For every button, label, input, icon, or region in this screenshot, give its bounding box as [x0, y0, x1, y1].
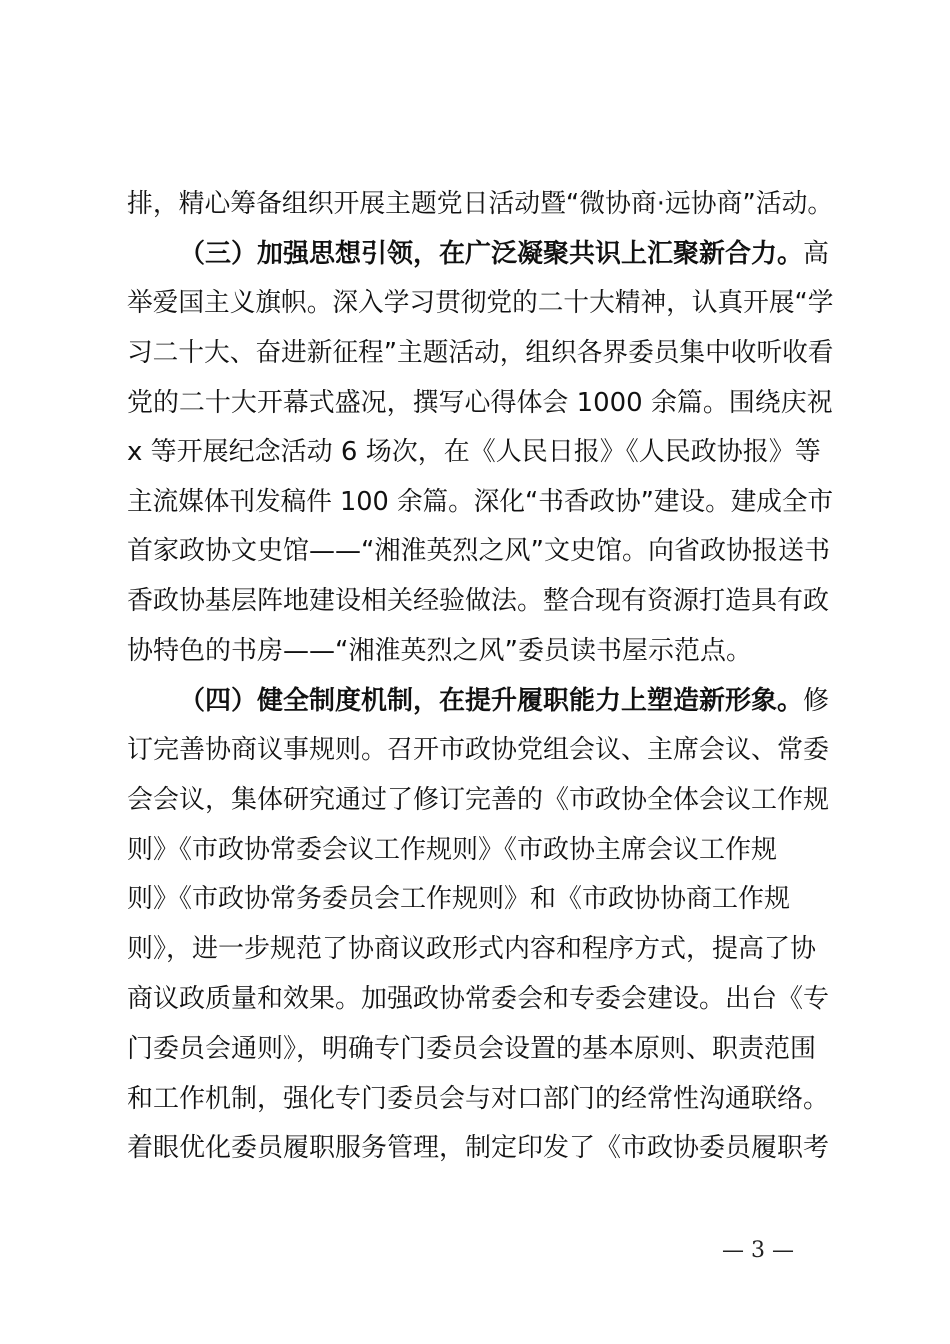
text-line: 门委员会通则》，明确专门委员会设置的基本原则、职责范围 [127, 1034, 817, 1064]
page-number: — 3 — [722, 1238, 794, 1263]
section-heading-4-title: （四）健全制度机制，在提升履职能力上塑造新形象。 [179, 686, 804, 716]
text-line: 主流媒体刊发稿件 100 余篇。深化“书香政协”建设。建成全市 [127, 487, 834, 517]
text-line: 首家政协文史馆——“湘淮英烈之风”文史馆。向省政协报送书 [127, 536, 830, 566]
text-line: 会会议，集体研究通过了修订完善的《市政协全体会议工作规 [127, 785, 830, 815]
text-line: 着眼优化委员履职服务管理，制定印发了《市政协委员履职考 [127, 1133, 830, 1163]
text-line: 商议政质量和效果。加强政协常委会和专委会建设。出台《专 [127, 984, 830, 1014]
text-line: 和工作机制，强化专门委员会与对口部门的经常性沟通联络。 [127, 1084, 830, 1114]
text-line: 订完善协商议事规则。召开市政协党组会议、主席会议、常委 [127, 735, 830, 765]
text-line: 香政协基层阵地建设相关经验做法。整合现有资源打造具有政 [127, 586, 830, 616]
text-line: 党的二十大开幕式盛况，撰写心得体会 1000 余篇。围绕庆祝 [127, 388, 833, 418]
text-line: 则》《市政协常务委员会工作规则》和《市政协协商工作规 [127, 884, 791, 914]
section-heading-3-title: （三）加强思想引领，在广泛凝聚共识上汇聚新合力。 [179, 239, 804, 269]
section-heading-4-tail: 修 [803, 686, 830, 716]
section-heading-3-tail: 高 [803, 239, 830, 269]
text-line: 排，精心筹备组织开展主题党日活动暨“微协商·远协商”活动。 [127, 189, 834, 219]
section-heading-3 [179, 239, 829, 269]
text-line: 则》《市政协常委会议工作规则》《市政协主席会议工作规 [127, 835, 778, 865]
text-line: 举爱国主义旗帜。深入学习贯彻党的二十大精神，认真开展“学 [127, 288, 834, 318]
text-line: x 等开展纪念活动 6 场次，在《人民日报》《人民政协报》等 [127, 437, 821, 467]
section-heading-4 [179, 686, 829, 716]
text-line: 习二十大、奋进新征程”主题活动，组织各界委员集中收听收看 [127, 338, 834, 368]
text-line: 协特色的书房——“湘淮英烈之风”委员读书屋示范点。 [127, 636, 752, 666]
text-line: 则》，进一步规范了协商议政形式内容和程序方式，提高了协 [127, 934, 817, 964]
